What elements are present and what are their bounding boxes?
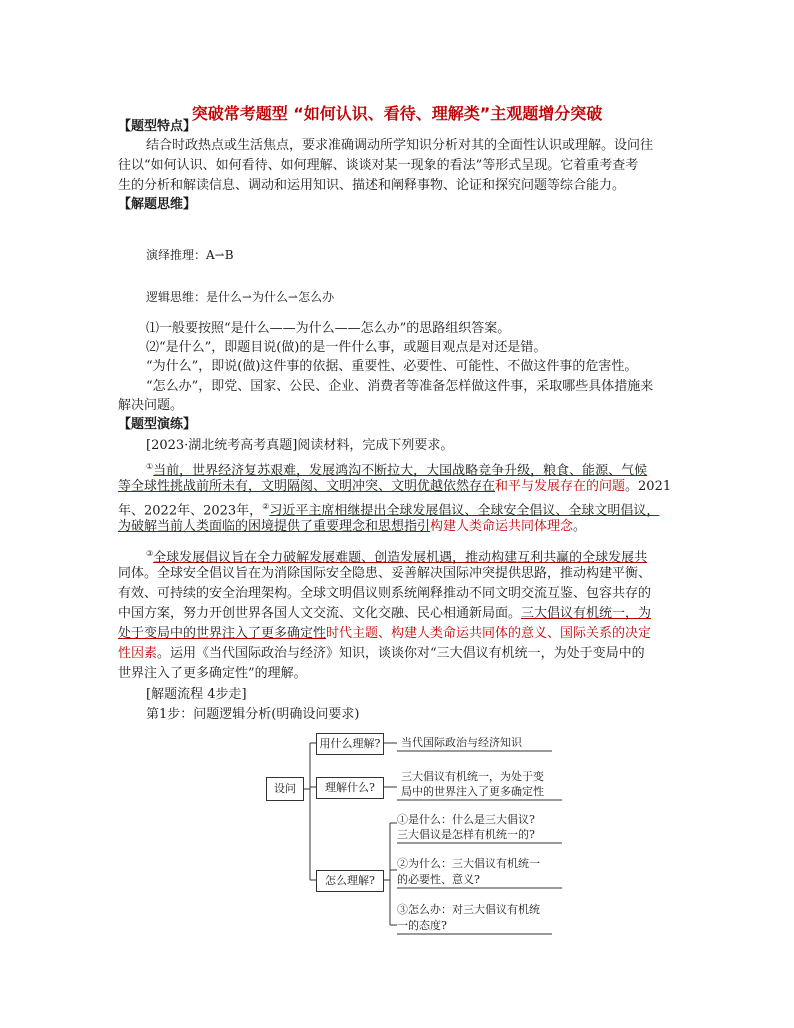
answer-1: 当代国际政治与经济知识	[401, 736, 522, 749]
section-heading-features: 【题型特点】	[118, 119, 197, 134]
flow-title: [解题流程 4步走]	[146, 687, 247, 702]
q1-box: 用什么理解?	[316, 733, 384, 755]
section-heading-thinking: 【解题思维】	[118, 197, 197, 212]
material-line-2: 等全球性挑战前所未有，文明隔阂、文明冲突、文明优越依然存在和平与发展存在的问题。2021	[118, 479, 672, 494]
q2-box: 理解什么?	[316, 777, 384, 799]
marker-3: ③	[146, 549, 154, 558]
material-line-9: 处于变局中的世界注入了更多确定性时代主题、构建人类命运共同体的意义、国际关系的决定	[118, 626, 652, 641]
branch-2-line-1: ②为什么：三大倡议有机统一	[397, 857, 540, 870]
features-line-1: 结合时政热点或生活焦点，要求准确调动所学知识分析对其的全面性认识或理解。设问往	[146, 138, 654, 153]
thinking-point-3: “为什么”，即说(做)这件事的依据、重要性、必要性、可能性、不做这件事的危害性。	[146, 359, 638, 374]
branch-1-line-2: 三大倡议是怎样有机统一的?	[397, 828, 535, 841]
answer-2-line-2: 局中的世界注入了更多确定性	[401, 785, 544, 798]
features-line-2: 往以“如何认识、如何看待、如何理解、谈谈对某一现象的看法”等形式呈现。它着重考查考	[118, 158, 639, 173]
section-heading-exercise: 【题型演练】	[118, 417, 197, 432]
exercise-intro: [2023·湖北统考高考真题]阅读材料，完成下列要求。	[146, 438, 454, 453]
deductive-reasoning: 演绎推理：A⇀B	[146, 248, 234, 262]
thinking-point-1: ⑴一般要按照“是什么——为什么——怎么办”的思路组织答案。	[146, 321, 511, 336]
answer-2-line-1: 三大倡议有机统一，为处于变	[401, 770, 544, 783]
material-line-1: ①当前，世界经济复苏艰难，发展鸿沟不断拉大，大国战略竞争升级，粮食、能源、气候	[146, 462, 648, 479]
material-line-3: 年、2022年、2023年，②习近平主席相继提出全球发展倡议、全球安全倡议、全球文明倡议，	[118, 502, 660, 519]
thinking-point-4-cont: 解决问题。	[118, 398, 184, 413]
features-line-3: 生的分析和解读信息、调动和运用知识、描述和阐释事物、论证和探究问题等综合能力。	[118, 178, 626, 193]
question-analysis-diagram	[262, 730, 592, 950]
material-line-8: 中国方案，努力开创世界各国人文交流、文化交融、民心相通新局面。三大倡议有机统一，为	[118, 606, 652, 621]
material-line-6: 同体。全球安全倡议旨在为消除国际安全隐患、妥善解决国际冲突提供思路，推动构建平衡、	[118, 566, 652, 581]
q3-box: 怎么理解?	[316, 870, 384, 892]
branch-2-line-2: 的必要性、意义?	[397, 873, 480, 886]
material-line-7: 有效、可持续的安全治理架构。全球文明倡议则系统阐释推动不同文明交流互鉴、包容共存的	[118, 586, 652, 601]
material-line-4: 为破解当前人类面临的困境提供了重要理念和思想指引构建人类命运共同体理念。	[118, 519, 587, 534]
marker-1: ①	[146, 462, 154, 471]
annotation-peace-development: 和平与发展存在的问题	[495, 479, 626, 494]
annotation-era-theme: 时代主题、构建人类命运共同体的意义、国际关系的决定	[326, 626, 652, 641]
material-line-10: 性因素。运用《当代国际政治与经济》知识，谈谈你对“三大倡议有机统一，为处于变局中的	[118, 646, 645, 661]
thinking-point-4: “怎么办”，即党、国家、公民、企业、消费者等准备怎样做这件事，采取哪些具体措施来	[146, 379, 654, 394]
material-line-11: 世界注入了更多确定性”的理解。	[118, 666, 307, 681]
step-1: 第1步：问题逻辑分析(明确设问要求)	[146, 707, 360, 722]
page-title: 突破常考题型 “如何认识、看待、理解类”主观题增分突破	[191, 104, 603, 123]
material-line-5: ③全球发展倡议旨在全力破解发展难题、创造发展机遇，推动构建互利共赢的全球发展共	[146, 549, 648, 566]
thinking-point-2: ⑵“是什么”，即题目说(做)的是一件什么事，或题目观点是对还是错。	[146, 340, 547, 355]
branch-1-line-1: ①是什么：什么是三大倡议?	[397, 813, 535, 826]
marker-2: ②	[262, 502, 270, 511]
root-box: 设问	[266, 777, 304, 801]
branch-3-line-1: ③怎么办：对三大倡议有机统	[397, 903, 540, 916]
branch-3-line-2: 一的态度?	[397, 919, 447, 932]
annotation-community: 构建人类命运共同体理念	[430, 519, 574, 534]
logic-thinking: 逻辑思维：是什么⇀为什么⇀怎么办	[146, 290, 335, 304]
